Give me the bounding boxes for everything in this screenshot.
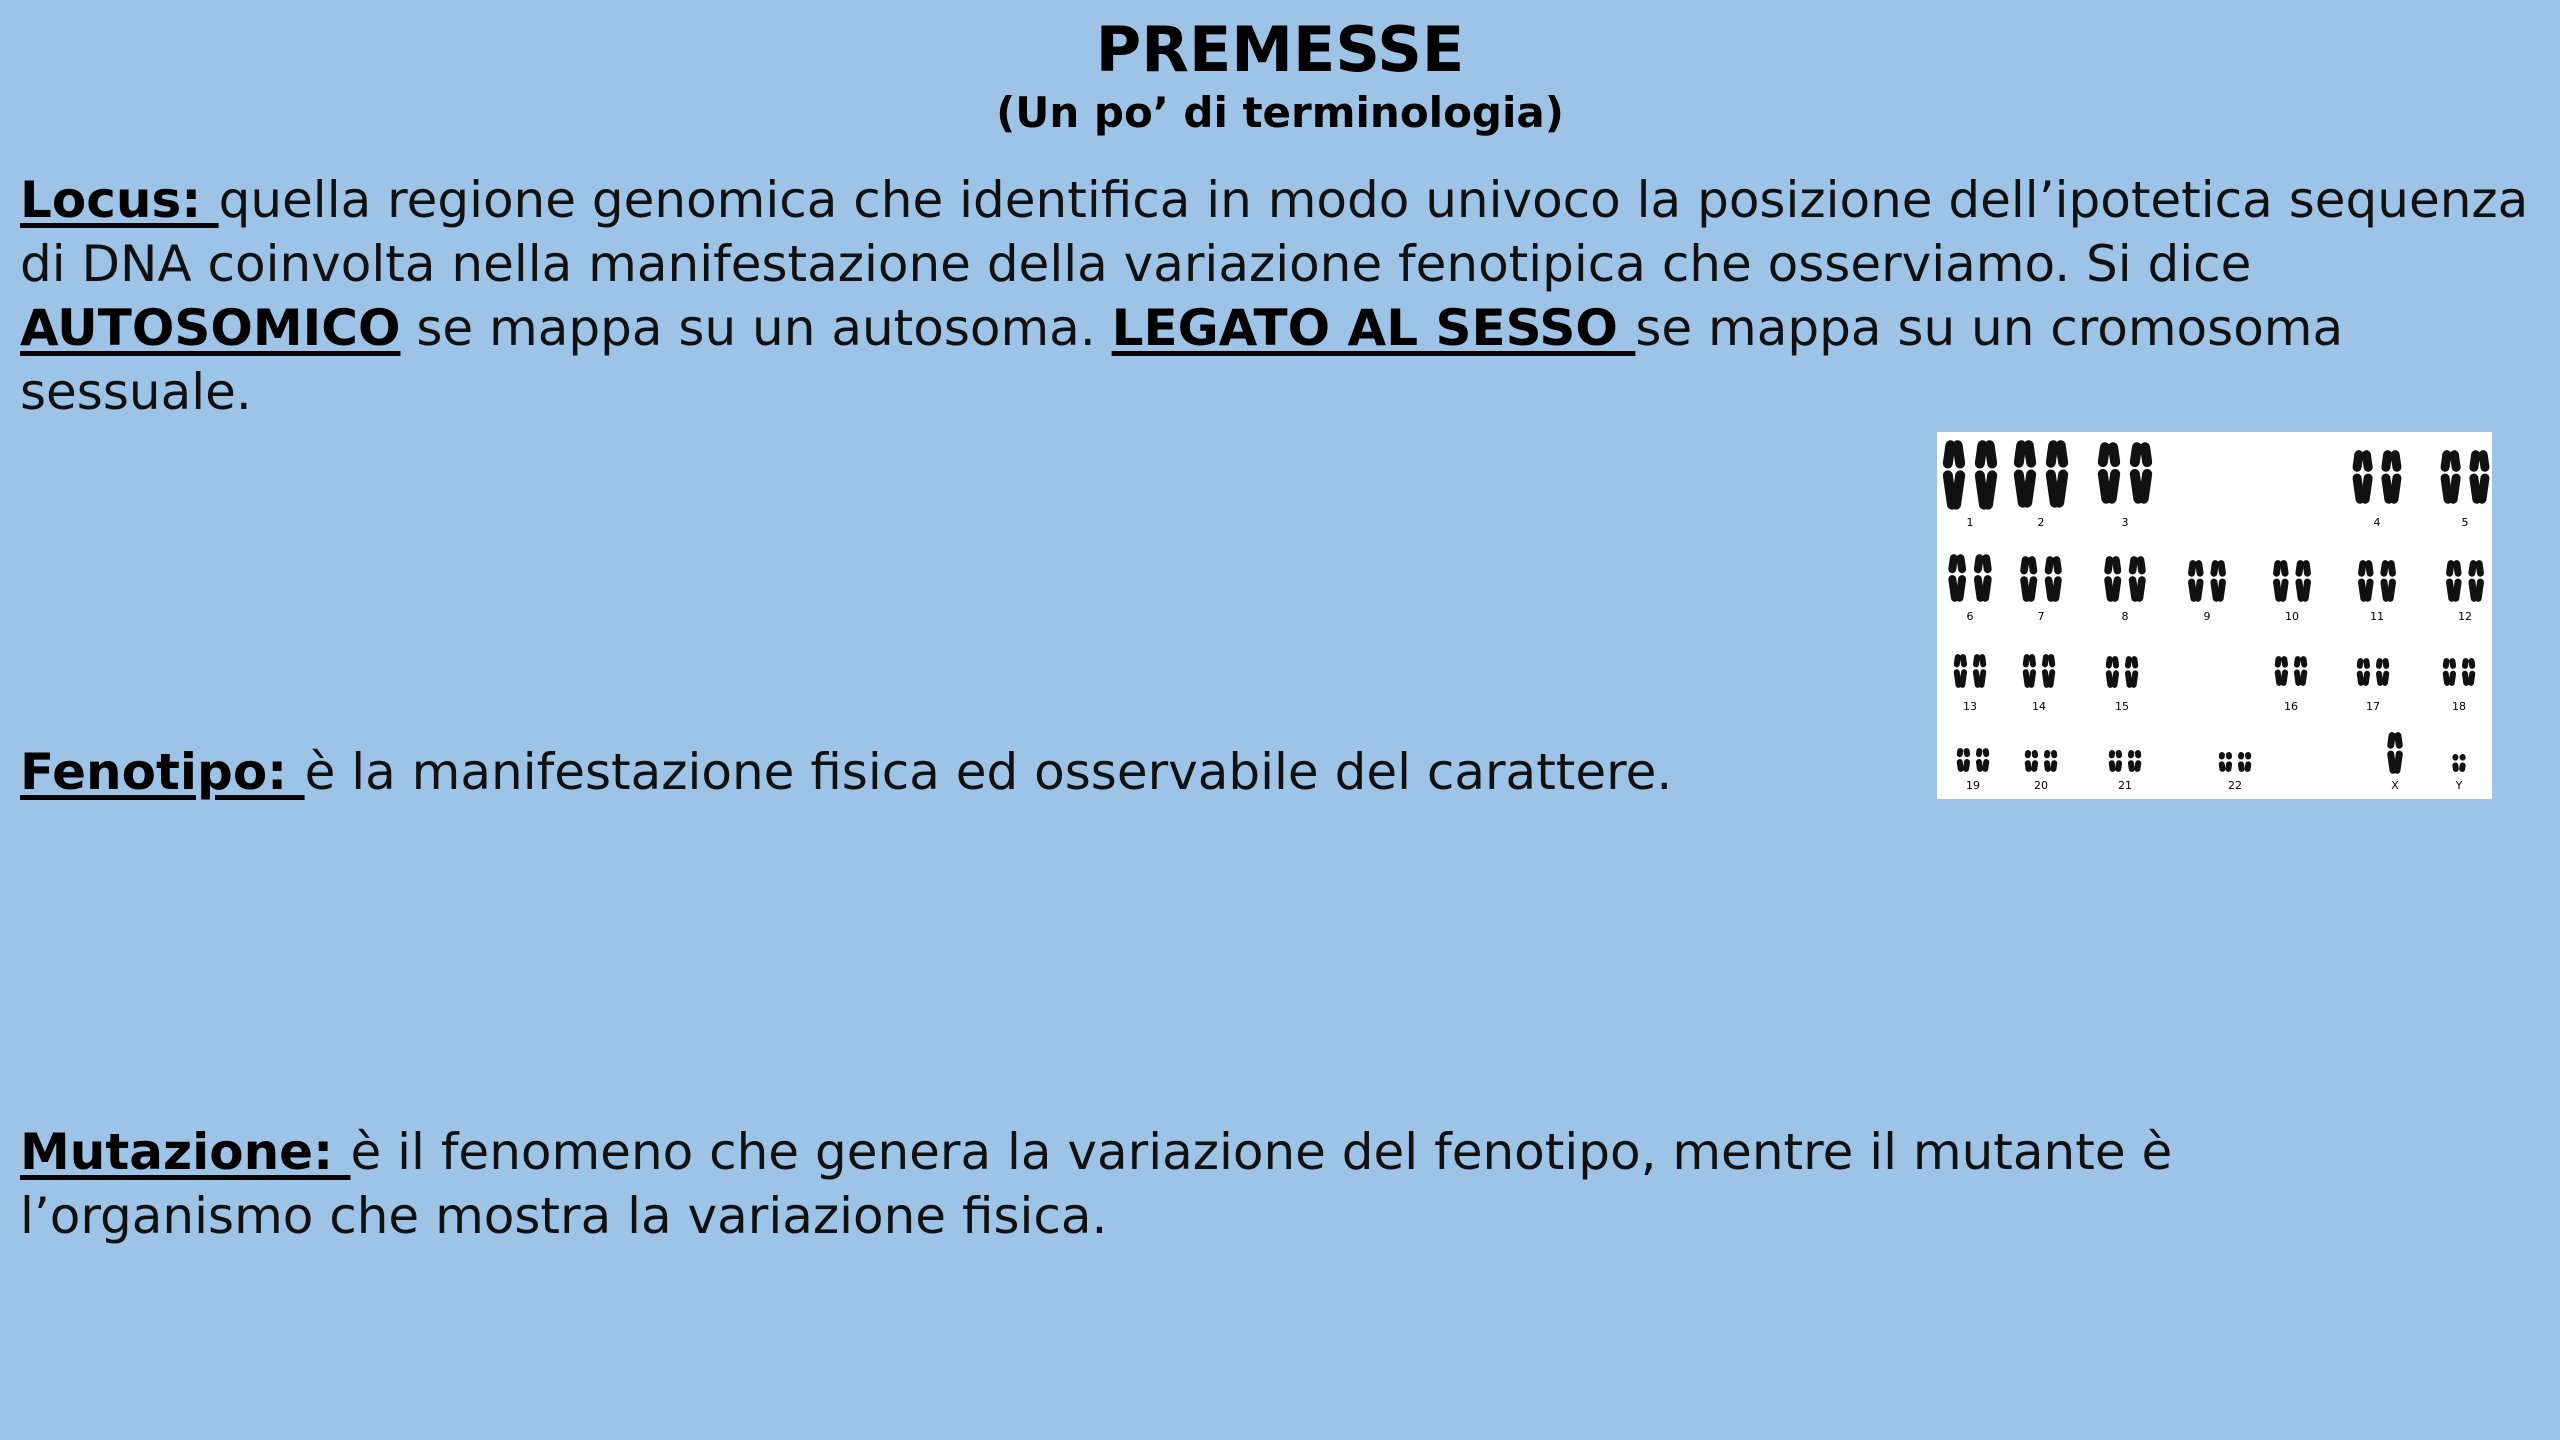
chromosome-pair-16 [2274,656,2307,687]
chromosome-pair-19 [1956,748,1989,773]
locus-text-3: se mappa su un cromosoma sessuale. [20,299,2344,421]
chromosome-pair-14 [2022,654,2055,689]
karyotype-label: 4 [2373,516,2381,529]
karyotype-label: X [2391,779,2399,792]
chromosome-pair-22 [2218,752,2251,773]
locus-text-1: quella regione genomica che identifica in modo univoco la posizione dell’ipotetica sequenza di DNA coinvolta nella manifestazione della variazione fenotipica che osserviamo. Si dice [20,171,2529,293]
locus-term: Locus: [20,171,219,229]
chromosome-pair-13 [1953,654,1986,689]
karyotype-label: 12 [2458,610,2472,623]
slide-subtitle: (Un po’ di terminologia) [996,88,1564,137]
autosomico-term: AUTOSOMICO [20,299,401,357]
chromosome-pair-18 [2442,658,2475,687]
chromosome-pair-10 [2273,560,2312,603]
karyotype-svg [1937,432,2492,799]
mutazione-text: è il fenomeno che genera la variazione del fenotipo, mentre il mutante è l’organismo che mostra la variazione fisica. [20,1123,2173,1245]
chromosome-pair-6 [1948,554,1992,603]
karyotype-label: 11 [2370,610,2384,623]
mutazione-paragraph [20,1120,2420,1248]
chromosome-pair-12 [2446,560,2485,603]
karyotype-label: 8 [2121,610,2129,623]
karyotype-label: 9 [2203,610,2211,623]
karyotype-label: 21 [2118,779,2132,792]
karyotype-label: 7 [2037,610,2045,623]
karyotype-label: 14 [2032,700,2046,713]
karyotype-label: 5 [2461,516,2469,529]
karyotype-label: 1 [1966,516,1974,529]
chromosome-pair-8 [2104,556,2147,603]
karyotype-label: 6 [1966,610,1974,623]
chromosome-pair-20 [2024,750,2057,773]
locus-paragraph [20,168,2540,424]
karyotype-label: 22 [2228,779,2242,792]
fenotipo-text: è la manifestazione fisica ed osservabile del carattere. [304,743,1673,801]
chromosome-pair-15 [2105,656,2138,689]
locus-text-2: se mappa su un autosoma. [400,299,1112,357]
karyotype-label: 13 [1963,700,1977,713]
chromosome-pair-11 [2358,560,2397,603]
karyotype-label: 15 [2115,700,2129,713]
karyotype-label: 18 [2452,700,2466,713]
chromosome-pair-21 [2108,750,2141,773]
karyotype-label: 20 [2034,779,2048,792]
fenotipo-term: Fenotipo: [20,743,305,801]
karyotype-label: 16 [2284,700,2298,713]
chromosome-pair-17 [2356,658,2389,687]
chromosome-pair-1 [1942,440,1998,511]
chromosome-pair-9 [2188,560,2227,603]
karyotype-label: 17 [2366,700,2380,713]
slide-title: PREMESSE [1095,13,1465,86]
chromosome-pair-4 [2352,450,2402,505]
mutazione-term: Mutazione: [20,1123,351,1181]
chromosome-pair-5 [2440,450,2490,505]
chromosome-pair-7 [2020,556,2063,603]
karyotype-image [1937,432,2492,799]
chromosome-pair-3 [2097,442,2153,505]
chromosome-pair-2 [2013,440,2069,509]
karyotype-label: Y [2455,779,2463,792]
karyotype-label: 3 [2121,516,2129,529]
karyotype-label: 19 [1966,779,1980,792]
fenotipo-paragraph [20,740,1900,804]
karyotype-label: 10 [2285,610,2299,623]
karyotype-label: 2 [2037,516,2045,529]
legato-al-sesso-term: LEGATO AL SESSO [1111,299,1636,357]
chromosome-pair-X [2387,732,2403,775]
chromosome-pair-Y [2452,754,2466,773]
